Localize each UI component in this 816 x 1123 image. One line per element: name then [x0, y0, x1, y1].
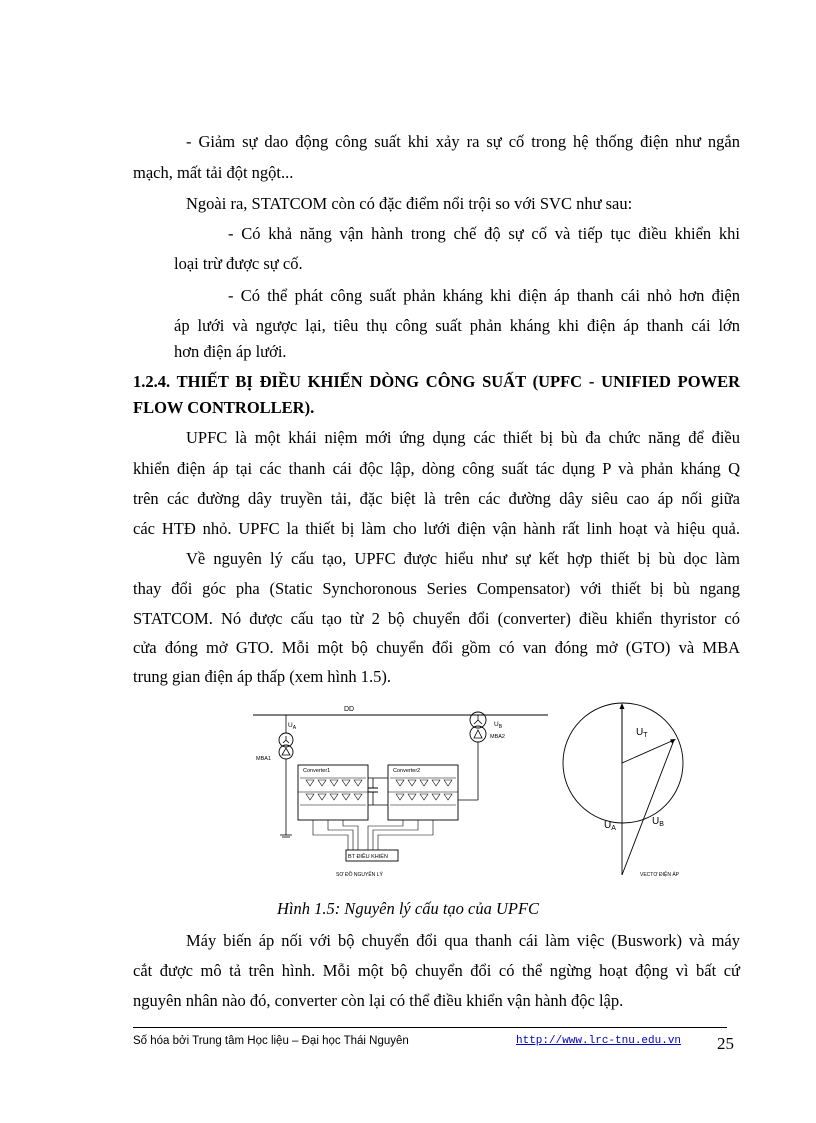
- vector-caption: VECTƠ ĐIỆN ÁP: [640, 872, 680, 878]
- paragraph-line: - Giảm sự dao động công suất khi xảy ra sự cố trong hệ thống điện như ngắn: [186, 132, 740, 151]
- paragraph-line: Máy biến áp nối với bộ chuyển đổi qua thanh cái làm việc (Buswork) và máy: [186, 931, 740, 950]
- figure-caption: Hình 1.5: Nguyên lý cấu tạo của UPFC: [276, 899, 540, 918]
- page-number: 25: [717, 1034, 734, 1053]
- bullet-line: - Có thể phát công suất phản kháng khi điện áp thanh cái nhỏ hơn điện: [228, 286, 740, 305]
- section-heading: 1.2.4. THIẾT BỊ ĐIỀU KHIỂN DÒNG CÔNG SUẤT (UPFC - UNIFIED POWER: [133, 372, 740, 391]
- footer-link[interactable]: http://www.lrc-tnu.edu.vn: [516, 1035, 682, 1047]
- footer-source: Số hóa bởi Trung tâm Học liệu – Đại học Thái Nguyên: [133, 1035, 409, 1047]
- section-heading: FLOW CONTROLLER).: [133, 398, 315, 417]
- mba2-label: MBA2: [490, 734, 505, 740]
- converter1-gto-valves: [298, 778, 368, 805]
- converter2-gto-valves: [388, 778, 458, 805]
- paragraph-line: UPFC là một khái niệm mới ứng dụng các thiết bị bù đa chức năng để điều: [186, 428, 740, 447]
- bullet-line: áp lưới và ngược lại, tiêu thụ công suất phản kháng khi điện áp thanh cái lớn: [174, 316, 740, 335]
- paragraph-line: Về nguyên lý cấu tạo, UPFC được hiểu như sự kết hợp thiết bị bù dọc làm: [186, 549, 740, 568]
- control-box-label: BT ĐIỀU KHIỂN: [348, 854, 388, 860]
- upfc-figure: [248, 700, 708, 890]
- converter1-label: Converter1: [303, 768, 331, 774]
- bus-label: DD: [344, 706, 355, 713]
- ub-label: $U_B$: [494, 721, 503, 730]
- paragraph-line: các HTĐ nhỏ. UPFC la thiết bị làm cho lưới điện vận hành rất linh hoạt và hiệu quả.: [133, 519, 740, 538]
- ub-vector: [622, 740, 674, 875]
- bullet-line: - Có khả năng vận hành trong chế độ sự cố và tiếp tục điều khiển khi: [228, 224, 740, 243]
- paragraph-line: nguyên nhân nào đó, converter còn lại có thể điều khiển vận hành độc lập.: [133, 991, 624, 1010]
- footer-rule: [133, 1027, 727, 1028]
- paragraph-line: Ngoài ra, STATCOM còn có đặc điểm nổi trội so với SVC như sau:: [186, 194, 633, 213]
- vector-ua-label: $U_A$: [604, 820, 616, 832]
- paragraph-line: trung gian điện áp thấp (xem hình 1.5).: [133, 667, 391, 686]
- bullet-line: loại trừ được sự cố.: [174, 254, 303, 273]
- paragraph-line: thay đổi góc pha (Static Synchoronous Series Compensator) với thiết bị bù ngang: [133, 579, 740, 598]
- schematic-caption: SƠ ĐỒ NGUYÊN LÝ: [336, 872, 383, 878]
- vector-ut-label: $U_T$: [636, 727, 648, 739]
- paragraph-line: khiển điện áp tại các thanh cái độc lập, dòng công suất tác dụng P và phản kháng Q: [133, 459, 740, 478]
- paragraph-line: STATCOM. Nó được cấu tạo từ 2 bộ chuyển đổi (converter) điều khiển thyristor có: [133, 609, 740, 628]
- paragraph-line: cửa đóng mở GTO. Mỗi một bộ chuyển đổi gồm có van đóng mở (GTO) và MBA: [133, 638, 740, 657]
- paragraph-line: cắt được mô tả trên hình. Mỗi một bộ chuyển đổi có thể ngừng hoạt động vì bất cứ: [133, 961, 740, 980]
- mba1-label: MBA1: [256, 756, 271, 762]
- ua-label: $U_A$: [288, 722, 297, 731]
- paragraph-line: mạch, mất tải đột ngột...: [133, 163, 294, 182]
- bullet-line: hơn điện áp lưới.: [174, 342, 287, 361]
- converter2-label: Converter2: [393, 768, 421, 774]
- paragraph-line: trên các đường dây truyền tải, đặc biệt là trên các đường dây siêu cao áp nối giữa: [133, 489, 740, 508]
- vector-ub-label: $U_B$: [652, 816, 664, 828]
